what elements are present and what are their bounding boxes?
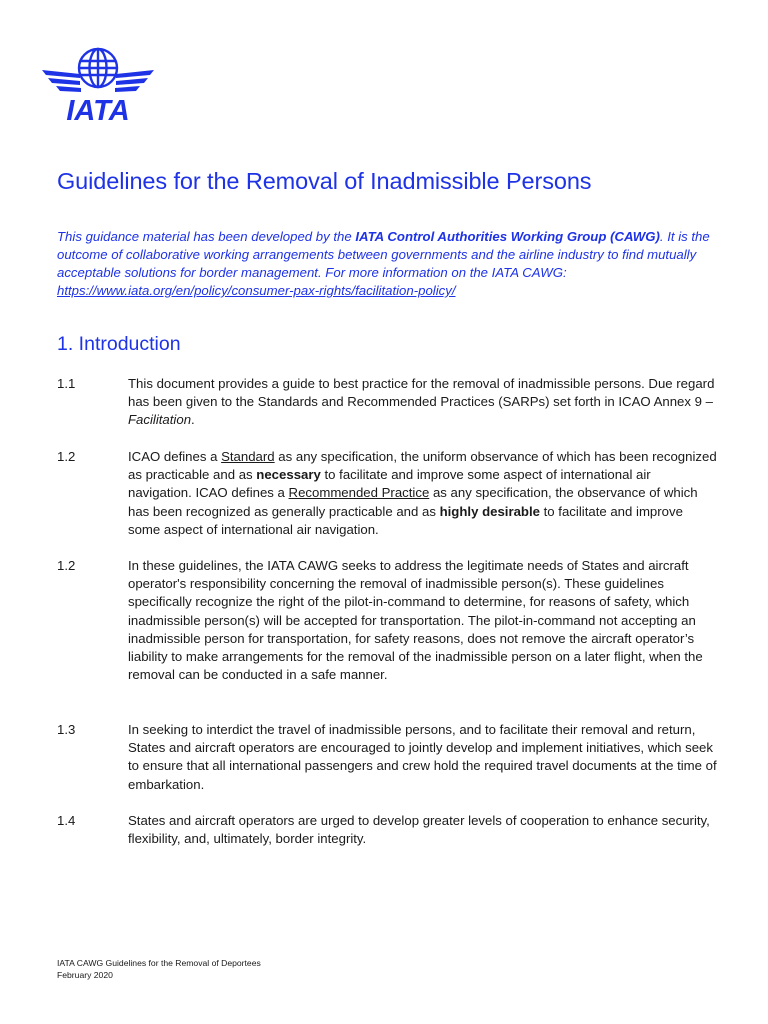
- text-run: as any specification, the uniform observance of which has been recognized as practicable and as: [128, 449, 717, 483]
- text-run: ICAO defines a: [128, 449, 222, 464]
- document-title: Guidelines for the Removal of Inadmissible Persons: [57, 168, 592, 194]
- guidance-note: [57, 228, 717, 300]
- text-run: This document provides a guide to best practice for the removal of inadmissible persons. Due regard has been given to the Standards and Recommended Practices (SARPs) set forth in ICAO Annex 9 –: [128, 376, 715, 410]
- paragraph-text: In these guidelines, the IATA CAWG seeks to address the legitimate needs of States and aircraft operator's responsibility concerning the removal of inadmissible person(s). These guidelines specifically recognize the right of the pilot-in-command to determine, for reasons of safety, which inadmissible person(s) will be accepted for transportation. The pilot-in-command not accepting an inadmissible person for transportation, for safety reasons, does not remove the aircraft operator’s liability to make arrangements for the removal of the inadmissible person on a later flight, when the removal can be conducted in a safe manner.: [128, 558, 703, 683]
- term-recommended-practice: Recommended Practice: [288, 485, 430, 501]
- paragraph-1-1: [57, 375, 717, 430]
- globe-wings-logo-icon: [40, 44, 156, 122]
- iata-logo: [40, 44, 156, 122]
- paragraph-1-2a: [57, 448, 717, 539]
- paragraph-1-4: [57, 812, 717, 848]
- cawg-name: IATA Control Authorities Working Group (CAWG): [355, 229, 660, 244]
- paragraph-text: [128, 448, 717, 539]
- paragraph-text: In seeking to interdict the travel of inadmissible persons, and to facilitate their removal and return, States and aircraft operators are encouraged to jointly develop and implement initiatives, which seek to ensure that all international passengers and crew hold the required travel documents at the time of embarkation.: [128, 722, 717, 792]
- paragraph-1-3: [57, 721, 717, 794]
- paragraph-number: 1.2: [57, 558, 76, 573]
- text-run: to facilitate and improve some aspect of international air navigation.: [128, 503, 683, 537]
- paragraph-number: 1.3: [57, 722, 76, 737]
- text-run: .: [191, 412, 195, 428]
- facilitation-policy-link[interactable]: https://www.iata.org/en/policy/consumer-pax-rights/facilitation-policy/: [57, 283, 456, 298]
- paragraph-number: 1.1: [57, 376, 76, 391]
- guidance-note-text: This guidance material has been developed by the: [57, 229, 356, 244]
- emphasis-highly-desirable: highly desirable: [439, 503, 540, 519]
- emphasis-necessary: necessary: [256, 467, 321, 483]
- annex-title: Facilitation: [128, 412, 192, 428]
- footer-document-name: IATA CAWG Guidelines for the Removal of Deportees: [57, 958, 261, 968]
- footer-date: February 2020: [57, 969, 113, 980]
- page-footer: [57, 958, 261, 981]
- svg-text:IATA: IATA: [66, 95, 130, 122]
- section-heading: 1. Introduction: [57, 333, 181, 355]
- term-standard: Standard: [221, 449, 275, 464]
- text-run: to facilitate and improve some aspect of international air navigation. ICAO defines a: [128, 467, 651, 501]
- paragraph-1-2b: [57, 557, 717, 684]
- paragraph-text: States and aircraft operators are urged to develop greater levels of cooperation to enhance security, flexibility, and, ultimately, border integrity.: [128, 813, 710, 847]
- guidance-note-text-cont: . It is the outcome of collaborative working arrangements between governments and the airline industry to find mutually acceptable solutions for border management. For more information on the IATA CAWG:: [57, 229, 710, 280]
- paragraph-number: 1.2: [57, 449, 76, 464]
- text-run: as any specification, the observance of which has been recognized as generally practicable and as: [128, 485, 698, 519]
- paragraph-text: [128, 375, 717, 430]
- paragraph-number: 1.4: [57, 813, 76, 828]
